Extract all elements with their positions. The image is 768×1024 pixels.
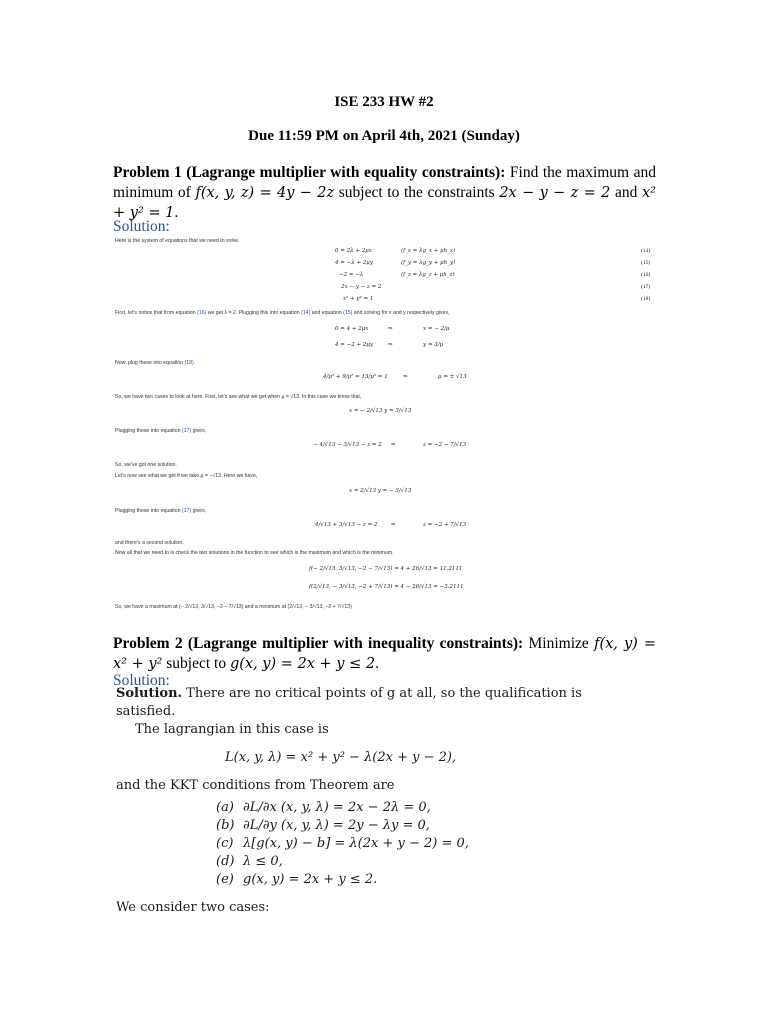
problem-1-statement (113, 163, 656, 223)
scan1-sys2-arrow-2: ⇒ (388, 342, 393, 348)
scan1-eval-1: f(− 2/√13, 3/√13, −2 − 7/√13) = 4 + 26/√13 = 11.2111 (309, 566, 463, 572)
scan1-eq-z2: 4/√13 + 3/√13 − z = 2 (315, 522, 378, 528)
scan1-eq-16-rhs: (f_z = λg_z + μh_z) (401, 272, 455, 278)
scan1-sys2-rhs-2: y = 3/μ (423, 342, 444, 348)
problem-2-constraint: g(x, y) = 2x + y ≤ 2 (229, 656, 376, 672)
scan1-para-5: So, we've got one solution. (115, 462, 177, 468)
problem-1-solution-label: Solution: (113, 218, 170, 235)
scan1-eq-mu-result: μ = ± √13 (438, 374, 467, 380)
scan1-para-4: Plugging these into equation (17) gives, (115, 428, 207, 434)
scan1-eq-18-num: (18) (641, 296, 651, 302)
scan2-kkt-expr-a: ∂L/∂x (x, y, λ) = 2x − 2λ = 0, (243, 800, 431, 815)
scan1-eq-17-lhs: 2x − y − z = 2 (341, 284, 382, 290)
problem-1-constraint-1: 2x − y − z = 2 (499, 185, 611, 201)
scan1-eq-z2-result: z = −2 + 7/√13 (423, 522, 467, 528)
scan2-kkt-tag-a: (a) (216, 800, 234, 815)
problem-1-label: Problem 1 (Lagrange multiplier with equality constraints): (113, 164, 506, 181)
scan1-eq-z1-result: z = −2 − 7/√13 (423, 442, 467, 448)
problem-2-text-b: subject to (162, 655, 230, 672)
scan1-intro: Here is the system of equations that we need to solve. (115, 238, 240, 244)
problem-1-constraint-2: x² + y² = 1 (113, 185, 656, 221)
problem-1-text-b: subject to the constraints (334, 184, 500, 201)
due-date: Due 11:59 PM on April 4th, 2021 (Sunday) (248, 128, 520, 144)
document-title: ISE 233 HW #2 (334, 94, 434, 110)
problem-2-solution-image (113, 686, 656, 915)
scan1-eq-17-num: (17) (641, 284, 651, 290)
scan1-eq-16-num: (16) (641, 272, 651, 278)
scan1-para-9: Now all that we need to is check the two solutions in the function to see which is the maximum and which is the minimum. (115, 550, 394, 556)
problem-1-text-a: Find the maximum and minimum of (113, 164, 656, 201)
scan1-sys2-arrow-1: ⇒ (388, 326, 393, 332)
scan1-para-10: So, we have a maximum at (− 2/√13, 3/√13, −2 − 7/√13) and a minimum at (2/√13, − 3/√13, −2 + 7/√13) (115, 604, 352, 610)
scan1-eq-15-rhs: (f_y = λg_y + μh_y) (401, 260, 456, 266)
scan2-kkt-tag-d: (d) (216, 854, 235, 869)
problem-2-solution-label: Solution: (113, 672, 170, 689)
scan1-para-2: Now, plug these into equation (18) (115, 360, 194, 366)
problem-1-solution-image (113, 236, 656, 614)
scan1-eq-14-rhs: (f_x = λg_x + μh_x) (401, 248, 456, 254)
scan2-kkt-expr-d: λ ≤ 0, (243, 854, 283, 869)
scan2-solution-line-2: satisfied. (116, 704, 176, 719)
scan2-lagrangian-intro: The lagrangian in this case is (135, 722, 329, 737)
problem-2-function: f(x, y) = x² + y² (113, 636, 656, 672)
scan2-kkt-expr-c: λ[g(x, y) − b] = λ(2x + y − 2) = 0, (243, 836, 469, 851)
scan2-kkt-tag-e: (e) (216, 872, 234, 887)
scan2-kkt-tag-b: (b) (216, 818, 235, 833)
scan1-eq-z1-arrow: ⇒ (391, 442, 396, 448)
scan1-eq-z1: − 4/√13 − 3/√13 − z = 2 (313, 442, 382, 448)
scan1-sys2-rhs-1: x = − 2/μ (423, 326, 450, 332)
scan2-cases-intro: We consider two cases: (116, 900, 270, 915)
scan1-para-3: So, we have two cases to look at here. First, let's see what we get when μ = √13. In this case we know that, (115, 394, 362, 400)
scan1-para-7: Plugging these into equation (17) gives, (115, 508, 207, 514)
scan2-kkt-expr-b: ∂L/∂y (x, y, λ) = 2y − λy = 0, (243, 818, 430, 833)
scan1-sys2-lhs-1: 0 = 4 + 2μx (335, 326, 369, 332)
scan1-eq-xy2: x = 2/√13 y = − 3/√13 (349, 488, 412, 494)
scan1-para-8: and there's a second solution. (115, 540, 184, 546)
scan2-kkt-intro: and the KKT conditions from Theorem are (116, 778, 395, 793)
scan2-kkt-expr-e: g(x, y) = 2x + y ≤ 2. (243, 872, 378, 887)
problem-2-text-c: . (375, 655, 379, 672)
scan1-para-1: First, let's notice that from equation (16) we get λ = 2. Plugging this into equation (14) and equation (15) and solving for x and y respectively gives, (115, 310, 450, 316)
problem-1-function: f(x, y, z) = 4y − 2z (195, 185, 335, 201)
scan2-lagrangian-equation: L(x, y, λ) = x² + y² − λ(2x + y − 2), (225, 750, 457, 765)
problem-1-text-c: and (610, 184, 642, 201)
scan1-eq-mu: 4/μ² + 9/μ² = 13/μ² = 1 (323, 374, 388, 380)
scan1-eq-16-lhs: −2 = −λ (339, 272, 364, 278)
scan1-eq-15-lhs: 4 = −λ + 2μy (335, 260, 373, 266)
scan2-kkt-tag-c: (c) (216, 836, 234, 851)
scan1-eq-15-num: (15) (641, 260, 651, 266)
scan1-eval-2: f(2/√13, − 3/√13, −2 + 7/√13) = 4 − 26/√13 = −3.2111 (309, 584, 464, 590)
scan1-eq-xy1: x = − 2/√13 y = 3/√13 (349, 408, 412, 414)
problem-2-statement (113, 634, 656, 674)
scan1-eq-18-lhs: x² + y² = 1 (343, 296, 374, 302)
scan1-sys2-lhs-2: 4 = −2 + 2μy (335, 342, 373, 348)
scan1-para-6: Let's now see what we get if we take μ = −√13. Here we have, (115, 473, 258, 479)
scan1-eq-14-num: (14) (641, 248, 651, 254)
scan2-solution-line-1: Solution. There are no critical points of g at all, so the qualification is (116, 686, 582, 701)
problem-2-label: Problem 2 (Lagrange multiplier with inequality constraints): (113, 635, 524, 652)
scan1-eq-mu-arrow: ⇒ (403, 374, 408, 380)
scan1-eq-z2-arrow: ⇒ (391, 522, 396, 528)
scan1-eq-14-lhs: 0 = 2λ + 2μx (335, 248, 372, 254)
problem-2-text-a: Minimize (523, 635, 595, 652)
problem-1-text-d: . (174, 204, 179, 221)
